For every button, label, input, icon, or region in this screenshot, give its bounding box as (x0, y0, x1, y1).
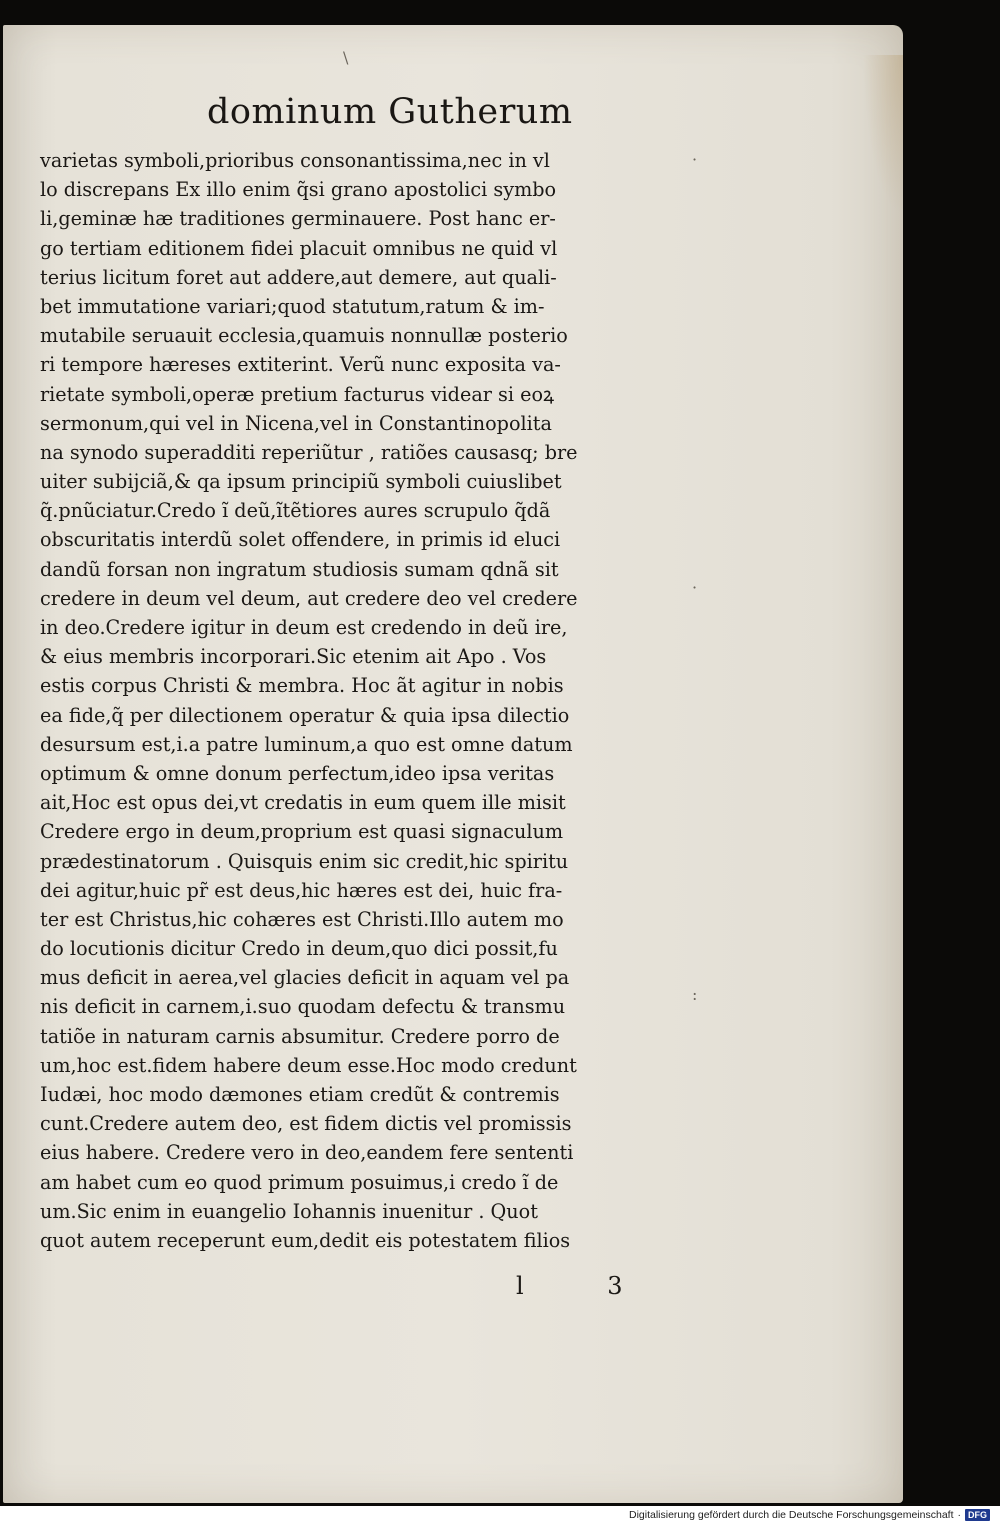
text-line: mutabile seruauit ecclesia,quamuis nonnullæ posterio (40, 324, 568, 348)
text-line: mus deficit in aerea,vel glacies deficit in aquam vel pa (40, 966, 570, 990)
text-line: estis corpus Christi & membra. Hoc ãt agitur in nobis (40, 674, 564, 698)
margin-mark: · (692, 578, 698, 597)
text-line: na synodo superadditi reperiũtur , ratiões causasq; bre (40, 440, 578, 464)
text-line: bet immutatione variari;quod statutum,ratum & im- (40, 294, 545, 318)
text-line: optimum & omne donum perfectum,ideo ipsa veritas (40, 761, 555, 785)
text-line: tatiõe in naturam carnis absumitur. Credere porro de (40, 1024, 560, 1048)
text-line: desursum est,i.a patre luminum,a quo est omne datum (40, 732, 573, 756)
text-line: sermonum,qui vel in Nicena,vel in Constantinopolita (40, 411, 552, 435)
body-text (40, 146, 700, 1255)
text-line: Credere ergo in deum,proprium est quasi signaculum (40, 820, 564, 844)
text-line: in deo.Credere igitur in deum est credendo in deũ ire, (40, 616, 568, 639)
text-line: dei agitur,huic pr̃ est deus,hic hæres est dei, huic fra- (40, 878, 563, 902)
text-line: am habet cum eo quod primum posuimus,i credo ĩ de (40, 1170, 559, 1194)
text-line: uiter subijciã,& qa ipsum principiũ symboli cuiuslibet (40, 470, 562, 494)
text-line: ter est Christus,hic cohæres est Christi.Illo autem mo (40, 907, 564, 931)
text-line: ait,Hoc est opus dei,vt credatis in eum quem ille misit (40, 791, 566, 815)
text-line: eius habere. Credere vero in deo,eandem fere sententi (40, 1141, 574, 1165)
text-line: cunt.Credere autem deo, est fidem dictis vel promissis (40, 1112, 572, 1136)
text-line: rietate symboli,operæ pretium facturus videar si eoꝝ (40, 382, 555, 406)
text-line: terius licitum foret aut addere,aut demere, aut quali- (40, 265, 557, 289)
text-line: ri tempore hæreses extiterint. Verũ nunc exposita va- (40, 353, 561, 377)
text-line: quot autem receperunt eum,dedit eis potestatem filios (40, 1228, 571, 1252)
text-line: nis deficit in carnem,i.suo quodam defectu & transmu (40, 995, 566, 1019)
ink-mark: \ (343, 48, 349, 67)
running-header: dominum Gutherum (207, 92, 573, 132)
page-stain (863, 55, 903, 215)
text-line: ea fide,q̃ per dilectionem operatur & quia ipsa dilectio (40, 703, 570, 727)
text-line: obscuritatis interdũ solet offendere, in primis id eluci (40, 528, 561, 552)
separator: · (957, 1509, 961, 1521)
text-line: varietas symboli,prioribus consonantissima,nec in vl (40, 149, 550, 172)
text-line: Iudæi, hoc modo dæmones etiam credũt & contremis (40, 1083, 560, 1106)
text-line: prædestinatorum . Quisquis enim sic credit,hic spiritu (40, 849, 569, 873)
text-line: & eius membris incorporari.Sic etenim ait Apo . Vos (40, 645, 547, 669)
footer (629, 1509, 990, 1521)
margin-mark: : (692, 985, 698, 1004)
text-line: um.Sic enim in euangelio Iohannis inuenitur . Quot (40, 1199, 538, 1223)
text-line: q̃.pnũciatur.Credo ĩ deũ,ĩtẽtiores aures scrupulo q̃dã (40, 499, 551, 523)
text-line: go tertiam editionem fidei placuit omnibus ne quid vl (40, 236, 558, 260)
text-line: um,hoc est.fidem habere deum esse.Hoc modo credunt (40, 1053, 577, 1077)
funding-note: Digitalisierung gefördert durch die Deutsche Forschungsgemeinschaft (628, 1509, 954, 1521)
text-line: dandũ forsan non ingratum studiosis sumam qdnã sit (40, 557, 559, 581)
text-line: credere in deum vel deum, aut credere deo vel credere (40, 586, 578, 610)
text-line: li,geminæ hæ traditiones germinauere. Post hanc er- (40, 207, 556, 231)
text-line: do locutionis dicitur Credo in deum,quo dici possit,fu (40, 937, 558, 961)
signature-mark: l 3 (516, 1272, 661, 1300)
text-line: lo discrepans Ex illo enim q̃si grano apostolici symbo (40, 178, 557, 202)
dfg-logo-icon[interactable]: DFG (965, 1509, 990, 1521)
margin-mark: · (692, 150, 698, 169)
